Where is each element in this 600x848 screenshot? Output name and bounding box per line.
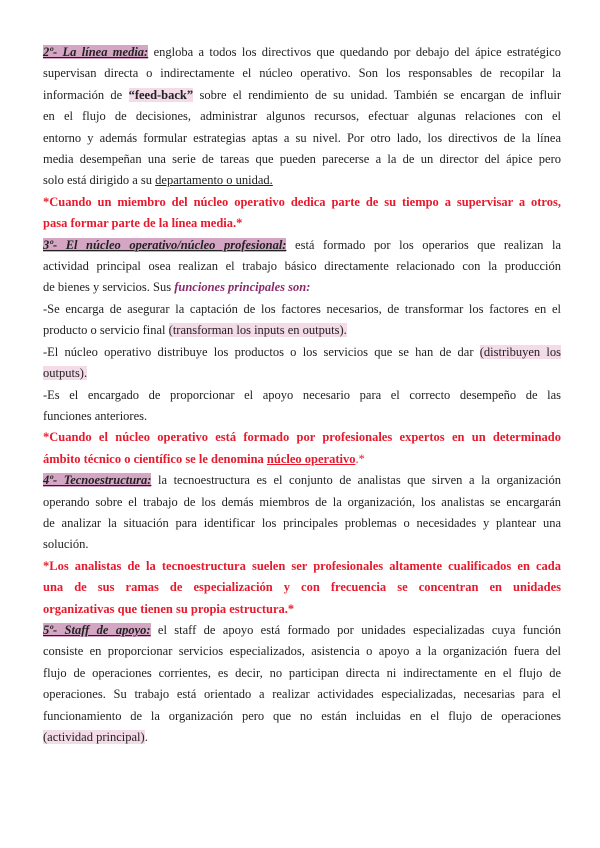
document-body xyxy=(43,42,561,748)
section3-note-line-2: ámbito técnico o científico se le denomina núcleo operativo.* xyxy=(43,451,365,466)
section4-line-4: solución. xyxy=(43,537,89,552)
section2-line-2: supervisan directa o indirectamente el núcleo operativo. Son los responsables de recopilar la xyxy=(43,66,561,81)
section2-line-4: en el flujo de decisiones, administrar algunos recursos, efectuar algunas relaciones con el xyxy=(43,109,561,124)
feed-back-term: “feed-back” xyxy=(128,87,194,102)
section5-line-3: flujo de operaciones corrientes, es decir, no participan directa ni indirectamente en el flujo de xyxy=(43,665,561,680)
section3-line-3: de bienes y servicios. Sus funciones principales son: xyxy=(43,280,311,295)
section2-heading: 2º- La línea media: xyxy=(43,45,149,59)
section5-line-2: consiste en proporcionar servicios especializados, asistencia o apoyo a la organización fuera del xyxy=(43,644,561,659)
section4-note-line-1: *Los analistas de la tecnoestructura suelen ser profesionales altamente cualificados en cada xyxy=(43,558,561,573)
section5-line-1: 5º- Staff de apoyo: el staff de apoyo está formado por unidades especializadas cuya función xyxy=(43,622,561,637)
section2-note-line-2: pasa formar parte de la línea media.* xyxy=(43,216,243,231)
section5-line-6: (actividad principal). xyxy=(43,730,148,744)
section5-heading: 5º- Staff de apoyo: xyxy=(43,622,151,637)
section5-line-5: funcionamiento de la organización pero que no están incluidas en el flujo de operaciones xyxy=(43,708,561,723)
section3-bullet2-line-2: outputs). xyxy=(43,366,88,381)
section3-bullet2-line-1: -El núcleo operativo distribuye los productos o los servicios que se han de dar (distribuyen los xyxy=(43,344,561,359)
section2-line-1: 2º- La línea media: engloba a todos los directivos que quedando por debajo del ápice estratégico xyxy=(43,45,561,59)
departamento-term: departamento o unidad. xyxy=(155,173,273,188)
section3-bullet3-line-2: funciones anteriores. xyxy=(43,408,148,423)
section3-note-line-1: *Cuando el núcleo operativo está formado por profesionales expertos en un determinado xyxy=(43,430,561,445)
section4-note-line-3: organizativas que tienen su propia estructura.* xyxy=(43,601,295,616)
funciones-principales-label: funciones principales son: xyxy=(174,280,311,295)
section2-line-6: media desempeñan una serie de tareas que pueden parecerse a la de un director del ápice pero xyxy=(43,152,561,167)
section4-line-3: de analizar la situación para identificar los principales problemas o necesidades y plantear una xyxy=(43,515,561,530)
section3-line-2: actividad principal osea realizan el trabajo básico directamente relacionado con la producción xyxy=(43,259,561,274)
section2-note-line-1: *Cuando un miembro del núcleo operativo dedica parte de su tiempo a supervisar a otros, xyxy=(43,194,561,209)
section5-line-4: operaciones. Su trabajo está orientado a realizar actividades especializadas, necesarias para el xyxy=(43,687,561,702)
section4-line-1: 4º- Tecnoestructura: la tecnoestructura es el conjunto de analistas que sirven a la organización xyxy=(43,473,561,488)
section4-line-2: operando sobre el trabajo de los demás miembros de la organización, los analistas se encargarán xyxy=(43,494,561,509)
section3-heading: 3º- El núcleo operativo/núcleo profesional: xyxy=(43,237,287,252)
nucleo-operativo-term: núcleo operativo xyxy=(266,451,356,466)
section4-heading: 4º- Tecnoestructura: xyxy=(43,473,152,488)
section2-line-7: solo está dirigido a su departamento o unidad. xyxy=(43,173,273,188)
section3-line-1: 3º- El núcleo operativo/núcleo profesional: está formado por los operarios que realizan la xyxy=(43,237,561,252)
section3-bullet1-line-1: -Se encarga de asegurar la captación de los factores necesarios, de transformar los factores en el xyxy=(43,301,561,316)
section3-bullet1-line-2: producto o servicio final (transforman los inputs en outputs). xyxy=(43,323,347,338)
section2-line-5: entorno y además formular estrategias aptas a su nivel. Por otro lado, los directivos de la línea xyxy=(43,130,561,145)
section4-note-line-2: una de sus ramas de especialización y con frecuencia se concentran en unidades xyxy=(43,580,561,595)
section2-line-3: información de “feed-back” sobre el rendimiento de su unidad. También se encargan de influir xyxy=(43,87,562,102)
section3-bullet3-line-1: -Es el encargado de proporcionar el apoyo necesario para el correcto desempeño de las xyxy=(43,387,561,402)
